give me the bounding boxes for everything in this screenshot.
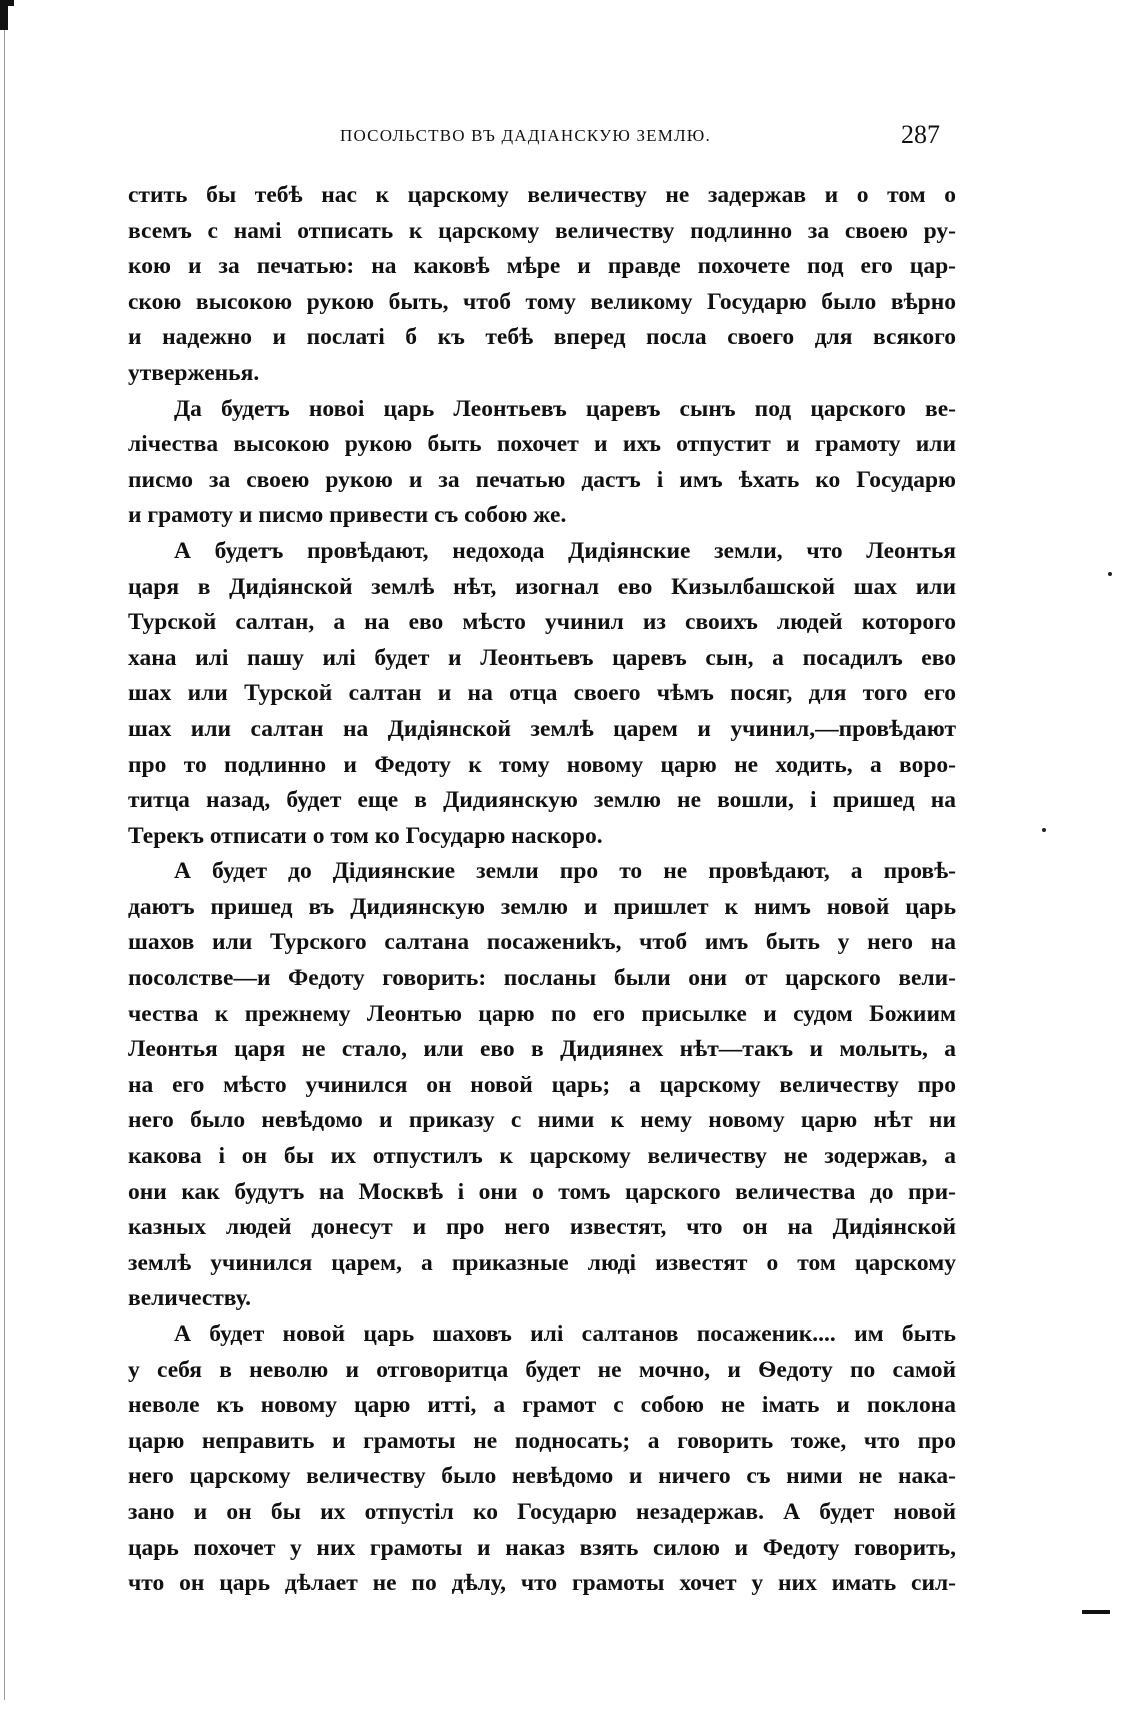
text-line: стить бы тебѣ нас к царскому величеству не задержав и о том о [128,182,956,208]
text-line: шах или салтан на Дидіянской землѣ царем и учинил,—провѣдают [128,715,956,742]
scan-bottom-mark [1082,1610,1110,1614]
text-line: царю неправить и грамоты не подносать; а говорить тоже, что про [128,1427,956,1454]
paragraph [128,854,956,1317]
scan-corner-mark-horizontal [0,0,14,6]
text-line: Да будетъ новоі царь Леонтьевъ царевъ сынъ под царского ве- [174,395,956,422]
text-line: землѣ учинился царем, а приказные люді известят о том царскому [128,1249,956,1276]
text-line: А будетъ провѣдают, недохода Дидіянские земли, что Леонтья [174,537,956,564]
text-line: царь похочет у них грамоты и наказ взять силою и Федоту говорить, [128,1534,956,1561]
text-line: и надежно и послаті б къ тебѣ вперед посла своего для всякого [128,324,956,351]
paragraph [128,534,956,854]
text-line: даютъ пришед въ Дидиянскую землю и пришлет к нимъ новой царь [128,893,956,920]
text-line: и грамоту и писмо привести съ собою же. [128,502,567,529]
text-line: что он царь дѣлает не по дѣлу, что грамоты хочет у них имать сил- [128,1570,956,1597]
page-number: 287 [901,120,940,149]
text-line: А будет до Дідиянские земли про то не провѣдают, а провѣ- [174,858,956,885]
page-header [190,120,950,160]
text-line: А будет новой царь шаховъ илі салтанов посаженик.... им быть [174,1321,956,1347]
paragraph [128,178,956,392]
text-line: посолстве—и Федоту говорить: посланы были они от царского вели- [128,965,956,992]
body-text [128,178,956,1602]
scan-speck [1108,572,1112,576]
text-line: неволе къ новому царю итті, а грамот с собою не імать и поклона [128,1392,956,1419]
text-line: у себя в неволю и отговоритца будет не мочно, и Ѳедоту по самой [128,1356,956,1383]
text-line: какова і он бы их отпустилъ к царскому величеству не зодержав, а [128,1143,956,1170]
text-line: зано и он бы их отпустіл ко Государю незадержав. А будет новой [128,1498,956,1525]
text-line: него было невѣдомо и приказу с ними к нему новому царю нѣт ни [128,1107,956,1134]
scan-left-edge-line [4,30,5,1700]
paragraph [128,1317,956,1602]
text-line: Терекъ отписати о том ко Государю наскоро. [128,822,603,849]
text-line: про то подлинно и Федоту к тому новому царю не ходить, а ворo- [128,751,956,778]
text-line: лічества высокою рукою быть похочет и ихъ отпустит и грамоту или [128,431,956,458]
text-line: казных людей донесут и про него известят, что он на Дидіянской [128,1214,956,1241]
text-line: они как будутъ на Москвѣ і они о томъ царского величества до при- [128,1178,956,1205]
text-line: царя в Дидіянской землѣ нѣт, изогнал ево Кизылбашской шах или [128,573,956,600]
text-line: него царскому величеству было невѣдомо и ничего съ ними не нака- [128,1463,956,1490]
text-line: писмо за своею рукою и за печатью дастъ і имъ ѣхать ко Государю [128,466,956,493]
text-line: кою и за печатью: на каковѣ мѣре и правде похочете под его цар- [128,253,956,280]
text-line: величеству. [128,1285,251,1312]
text-line: всемъ с намі отписать к царскому величеству подлинно за своею ру- [128,217,956,244]
paragraph [128,392,956,534]
text-line: хана илі пашу илі будет и Леонтьевъ царевъ сын, а посадилъ ево [128,644,956,671]
text-line: титца назад, будет еще в Дидиянскую землю не вошли, і пришед на [128,787,956,814]
text-line: на его мѣсто учинился он новой царь; а царскому величеству про [128,1071,956,1098]
text-line: чества к прежнему Леонтью царю по его присылке и судом Божиим [128,1000,956,1027]
scan-speck [1042,828,1046,832]
text-line: Турской салтан, а на ево мѣсто учинил из своихъ людей которого [128,609,956,636]
text-line: шахов или Турского салтана посажениkъ, чтоб имъ быть у него на [128,929,956,956]
text-line: шах или Турской салтан и на отца своего чѣмъ посяг, для того его [128,680,956,707]
text-line: скою высокою рукою быть, чтоб тому великому Государю было вѣрно [128,288,956,315]
text-line: Леонтья царя не стало, или ево в Дидиянех нѣт—такъ и молыть, а [128,1036,956,1063]
running-title: ПОСОЛЬСТВО ВЪ ДАДІАНСКУЮ ЗЕМЛЮ. [340,126,711,145]
text-line: утверженья. [128,359,260,386]
